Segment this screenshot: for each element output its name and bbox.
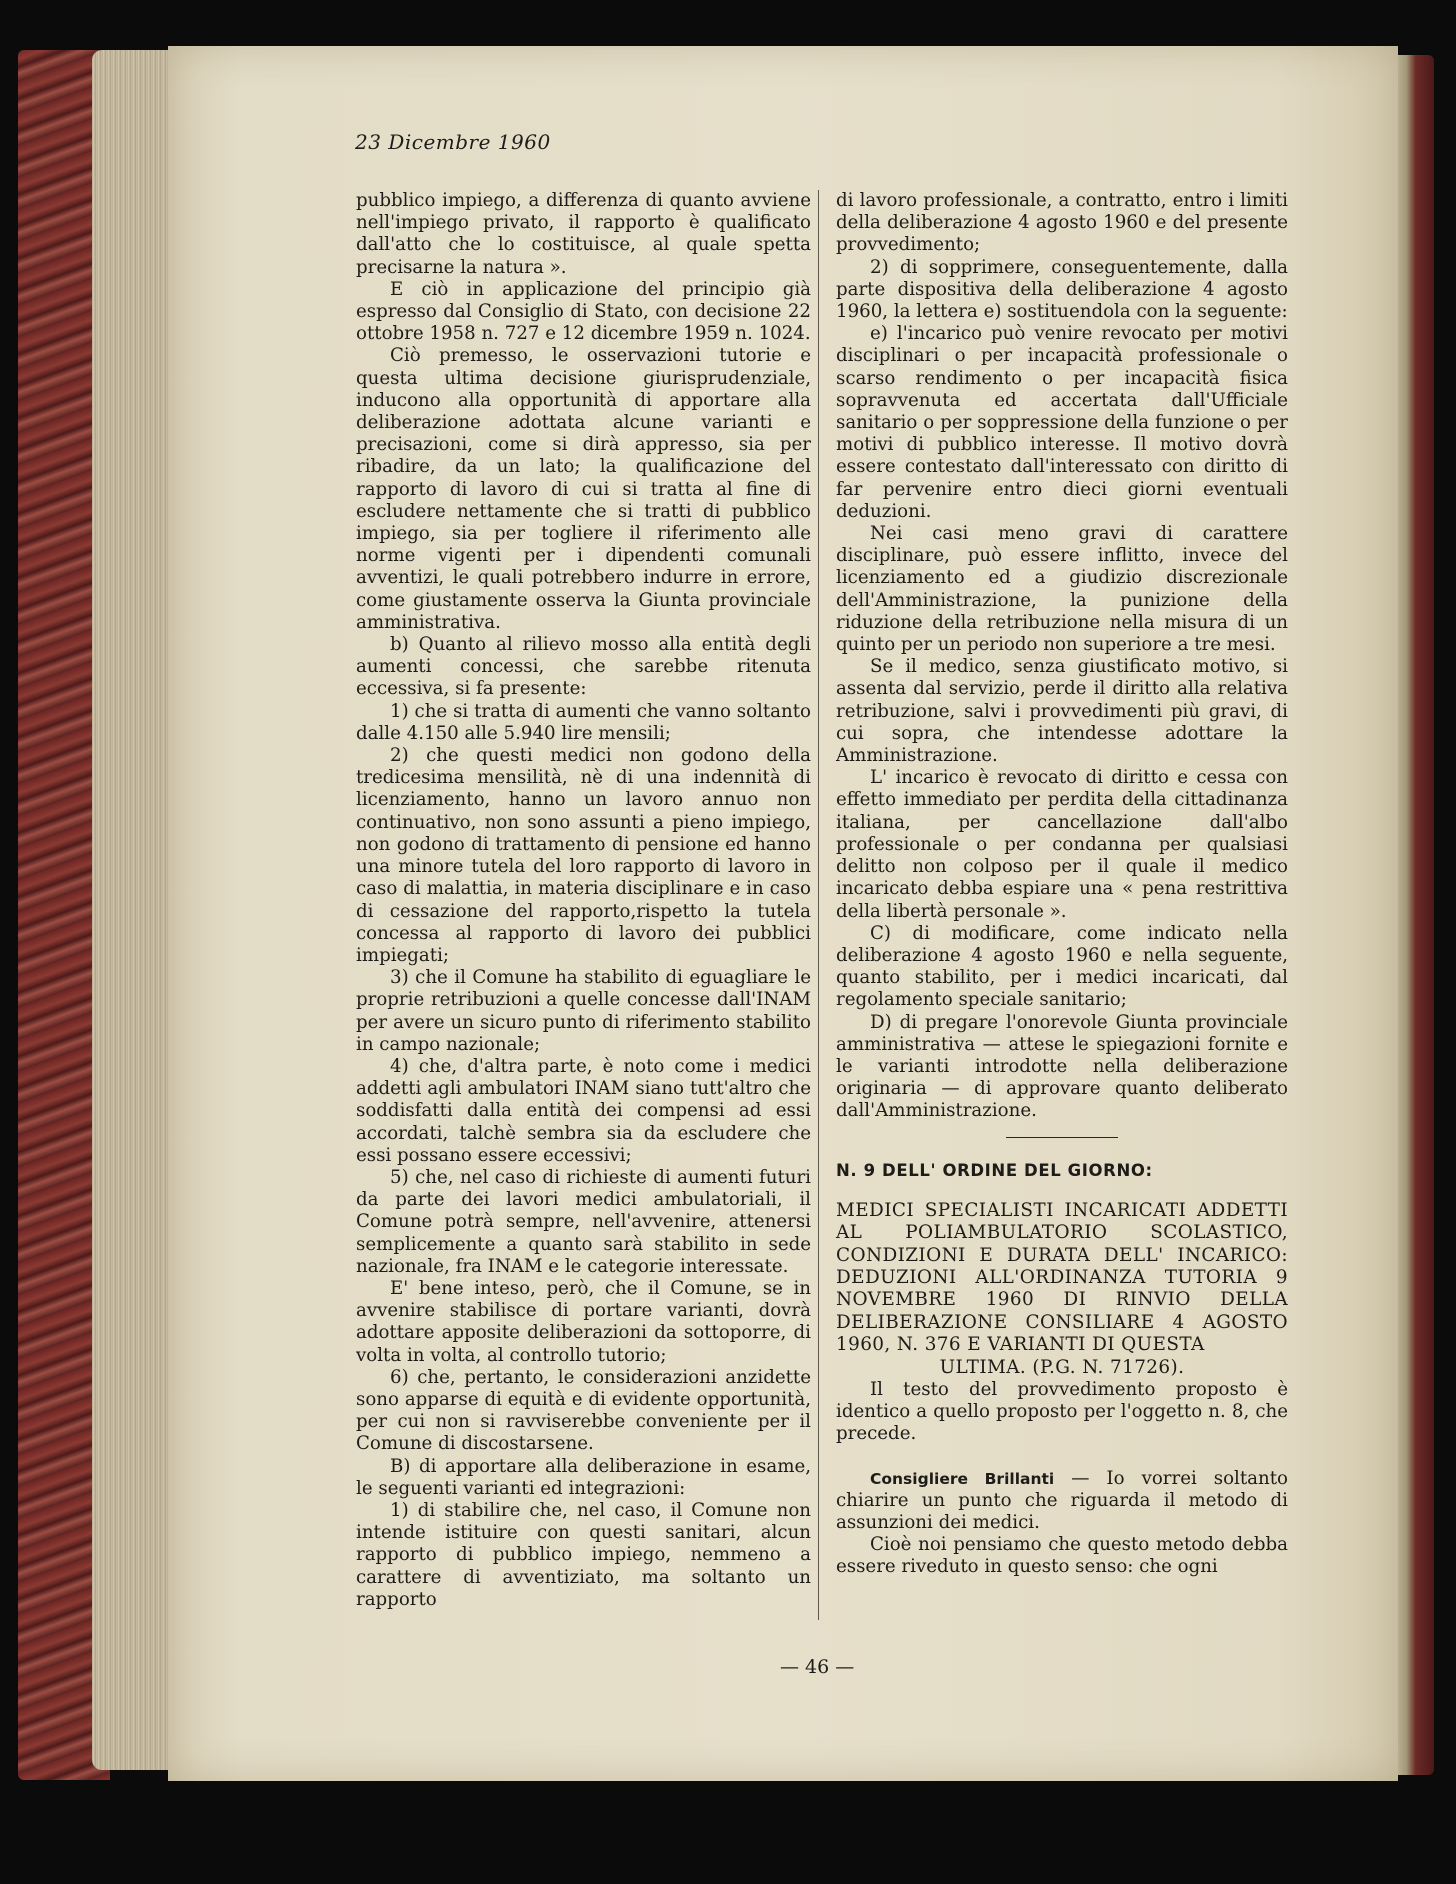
paragraph: Nei casi meno gravi di carattere disciplinare, può essere inflitto, invece del licenziamento ed a giudizio discrezionale dell'Amministrazione, la punizione della riduzione della retribuzione nella misura di un quinto per un periodo non superiore a tre mesi. <box>836 523 1288 656</box>
paragraph: 3) che il Comune ha stabilito di eguagliare le proprie retribuzioni a quelle concesse dall'INAM per avere un sicuro punto di riferimento stabilito in campo nazionale; <box>356 967 811 1055</box>
agenda-intro: Il testo del provvedimento proposto è identico a quello proposto per l'oggetto n. 8, che precede. <box>836 1378 1288 1445</box>
paragraph: pubblico impiego, a differenza di quanto avviene nell'impiego privato, il rapporto è qualificato dall'atto che lo costituisce, al quale spetta precisarne la natura ». <box>356 190 811 278</box>
paragraph: B) di apportare alla deliberazione in esame, le seguenti varianti ed integrazioni: <box>356 1455 811 1499</box>
agenda-item-title <box>836 1200 1288 1379</box>
paragraph: 2) che questi medici non godono della tredicesima mensilità, nè di una indennità di licenziamento, hanno un lavoro annuo non continuativo, non sono assunti a pieno impiego, non godono di trattamento di pensione ed hanno una minore tutela del loro rapporto di lavoro in caso di malattia, in materia disciplinare e in caso di cessazione del rapporto,rispetto la tutela concessa al rapporto di lavoro dei pubblici impiegati; <box>356 745 811 966</box>
paragraph: E' bene inteso, però, che il Comune, se in avvenire stabilisce di portare varianti, dovrà adottare apposite deliberazioni da sottoporre, di volta in volta, al controllo tutorio; <box>356 1277 811 1366</box>
left-column <box>356 190 811 1611</box>
paragraph: 4) che, d'altra parte, è noto come i medici addetti agli ambulatori INAM siano tutt'altro che soddisfatti dalla entità dei compensi ad essi accordati, talchè sembra sia da escludere che essi possano essere eccessivi; <box>356 1055 811 1166</box>
paragraph: Ciò premesso, le osservazioni tutorie e questa ultima decisione giurisprudenziale, inducono alla opportunità di apportare alla deliberazione adottata alcune varianti e precisazioni, come si dirà appresso, sia per ribadire, da un lato; la qualificazione del rapporto di lavoro di cui si tratta al fine di escludere nettamente che si tratti di pubblico impiego, sia per togliere il riferimento alle norme vigenti per i dipendenti comunali avventizi, le quali potrebbero indurre in errore, come giustamente osserva la Giunta provinciale amministrativa. <box>356 345 811 633</box>
paragraph: 1) che si tratta di aumenti che vanno soltanto dalle 4.150 alle 5.940 lire mensili; <box>356 700 811 744</box>
section-rule <box>1006 1137 1118 1138</box>
speech-continuation: Cioè noi pensiamo che questo metodo debba essere riveduto in questo senso: che ogni <box>836 1534 1288 1578</box>
speech-paragraph <box>836 1468 1288 1535</box>
paragraph: b) Quanto al rilievo mosso alla entità degli aumenti concessi, che sarebbe ritenuta eccessiva, si fa presente: <box>356 634 811 700</box>
paragraph: e) l'incarico può venire revocato per motivi disciplinari o per incapacità professionale o scarso rendimento o per incapacità fisica sopravvenuta ed accertata dall'Ufficiale sanitario o per soppressione della funzione o per motivi di pubblico interesse. Il motivo dovrà essere contestato dall'interessato con diritto di far pervenire entro dieci giorni eventuali deduzioni. <box>836 323 1288 522</box>
agenda-title-last-line: ULTIMA. (P.G. N. 71726). <box>939 1356 1185 1378</box>
agenda-title-text: MEDICI SPECIALISTI INCARICATI ADDETTI AL POLIAMBULATORIO SCOLASTICO, CONDIZIONI E DURATA DELL' INCARICO: DEDUZIONI ALL'ORDINANZA TUTORIA 9 NOVEMBRE 1960 DI RINVIO DELLA DELIBERAZIONE CONSILIARE 4 AGOSTO 1960, N. 376 E VARIANTI DI QUESTA <box>836 1199 1288 1356</box>
page-number: — 46 — <box>780 1656 855 1678</box>
paragraph: C) di modificare, come indicato nella deliberazione 4 agosto 1960 e nella seguente, quanto stabilito, per i medici incaricati, dal regolamento speciale sanitario; <box>836 922 1288 1011</box>
speech-text: — Io vorrei soltanto chiarire un punto che riguarda il metodo di assunzioni dei medici. <box>836 1467 1288 1533</box>
page-header-date: 23 Dicembre 1960 <box>355 130 551 154</box>
paragraph: 6) che, pertanto, le considerazioni anzidette sono apparse di equità e di evidente opportunità, per cui non si ravviserebbe conveniente per il Comune di discostarsene. <box>356 1366 811 1455</box>
paragraph: di lavoro professionale, a contratto, entro i limiti della deliberazione 4 agosto 1960 e del presente provvedimento; <box>836 190 1288 256</box>
column-divider <box>818 190 819 1620</box>
speaker-name: Consigliere Brillanti <box>870 1469 1055 1488</box>
paragraph: 5) che, nel caso di richieste di aumenti futuri da parte dei lavori medici ambulatoriali, il Comune potrà sempre, nell'avvenire, attenersi semplicemente a quanto sarà stabilito in sede nazionale, fra INAM e le categorie interessate. <box>356 1166 811 1277</box>
paragraph: 2) di sopprimere, conseguentemente, dalla parte dispositiva della deliberazione 4 agosto 1960, la lettera e) sostituendola con la seguente: <box>836 256 1288 323</box>
paragraph: 1) di stabilire che, nel caso, il Comune non intende istituire con questi sanitari, alcun rapporto di pubblico impiego, nemmeno a carattere di avventiziato, ma soltanto un rapporto <box>356 1499 811 1610</box>
paragraph: D) di pregare l'onorevole Giunta provinciale amministrativa — attese le spiegazioni fornite e le varianti introdotte nella deliberazione originaria — di approvare quanto deliberato dall'Amministrazione. <box>836 1011 1288 1122</box>
paragraph: Se il medico, senza giustificato motivo, si assenta dal servizio, perde il diritto alla relativa retribuzione, salvi i provvedimenti più gravi, di cui sopra, che intendesse adottare la Amministrazione. <box>836 656 1288 767</box>
right-column <box>836 190 1288 1579</box>
agenda-item-label: N. 9 DELL' ORDINE DEL GIORNO: <box>836 1160 1153 1180</box>
paragraph: E ciò in applicazione del principio già espresso dal Consiglio di Stato, con decisione 22 ottobre 1958 n. 727 e 12 dicembre 1959 n. 1024. <box>356 278 811 345</box>
paragraph: L' incarico è revocato di diritto e cessa con effetto immediato per perdita della cittadinanza italiana, per cancellazione dall'albo professionale o per condanna per qualsiasi delitto non colposo per il quale il medico incaricato debba espiare una « pena restrittiva della libertà personale ». <box>836 767 1288 922</box>
